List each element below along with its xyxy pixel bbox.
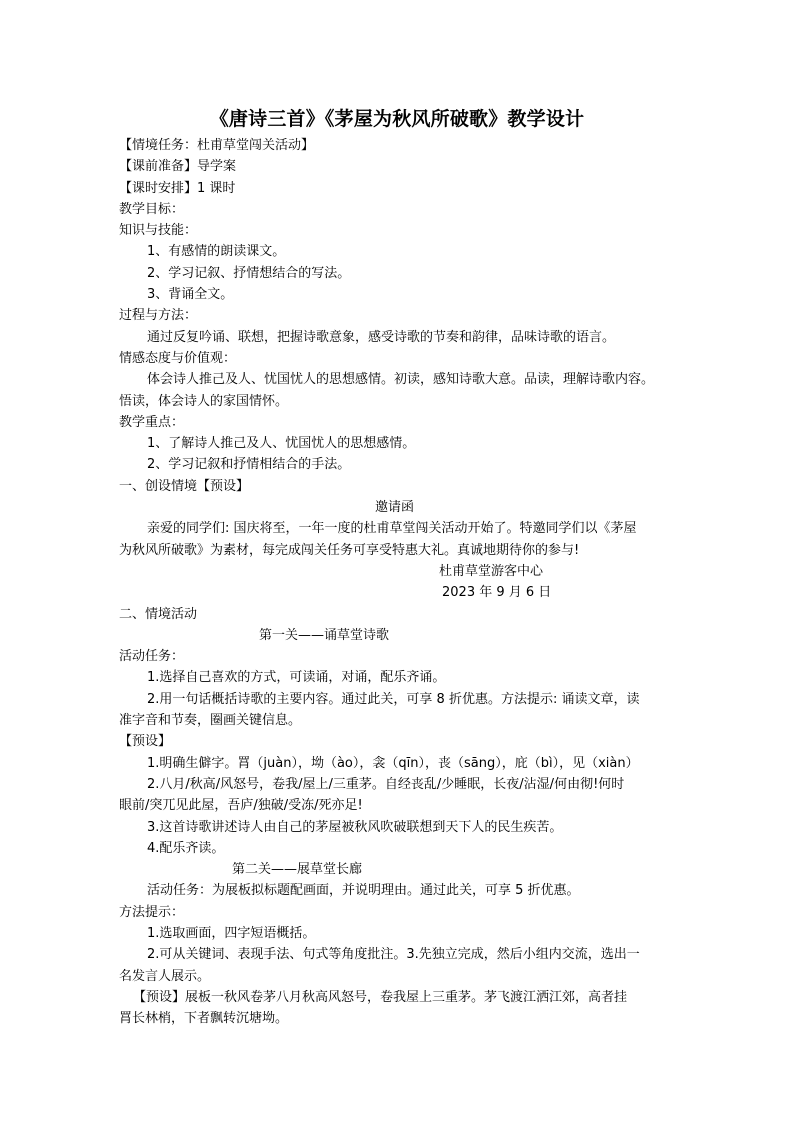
level-two-task: 活动任务：为展板拟标题配画面，并说明理由。通过此关，可享 5 折优惠。 [147, 883, 580, 899]
activity-item-cont: 准字音和节奏，圈画关键信息。 [119, 713, 302, 729]
invitation-title: 邀请函 [375, 500, 415, 516]
preset-item: 3.这首诗歌讲述诗人由自己的茅屋被秋风吹破联想到天下人的民生疾苦。 [147, 819, 563, 835]
attitude-values-text-cont: 悟读，体会诗人的家国情怀。 [119, 393, 289, 409]
focus-item: 2、学习记叙和抒情相结合的手法。 [147, 457, 351, 473]
activity-task-heading: 活动任务： [119, 649, 185, 665]
method-tip-item-cont: 名发言人展示。 [119, 968, 211, 984]
preset-display-text: 【预设】展板一秋风卷茅八月秋高风怒号，卷我屋上三重茅。茅飞渡江洒江郊，高者挂 [133, 989, 628, 1005]
method-tip-item: 2.可从关键词、表现手法、句式等角度批注。3.先独立完成，然后小组内交流，选出一 [147, 947, 640, 963]
process-method-heading: 过程与方法： [119, 308, 198, 324]
preset-display-text-cont: 罥长林梢，下者飘转沉塘坳。 [119, 1011, 289, 1027]
preset-item: 1.明确生僻字。罥（juàn），坳（ào），衾（qīn），丧（sāng），庇（bì），见（xiàn） [147, 755, 639, 771]
preset-heading: 【预设】 [119, 734, 172, 750]
process-method-text: 通过反复吟诵、联想，把握诗歌意象，感受诗歌的节奏和韵律，品味诗歌的语言。 [147, 329, 616, 345]
knowledge-skills-heading: 知识与技能： [119, 223, 198, 239]
teaching-goals-heading: 教学目标： [119, 201, 185, 217]
preset-item: 2.八月/秋高/风怒号，卷我/屋上/三重茅。自经丧乱/少睡眠，长夜/沾湿/何由彻!何时 [147, 776, 625, 792]
focus-item: 1、了解诗人推己及人、忧国忧人的思想感情。 [147, 436, 416, 452]
goal-item: 2、学习记叙、抒情想结合的写法。 [147, 265, 351, 281]
activity-item: 1.选择自己喜欢的方式，可读诵，对诵，配乐齐诵。 [147, 670, 446, 686]
document-title: 《唐诗三首》《茅屋为秋风所破歌》教学设计 [209, 108, 585, 130]
teaching-focus-heading: 教学重点： [119, 414, 185, 430]
level-two-heading: 第二关——展草堂长廊 [232, 862, 363, 878]
level-one-heading: 第一关——诵草堂诗歌 [259, 627, 390, 643]
method-tip-item: 1.选取画面，四字短语概括。 [147, 925, 316, 941]
invitation-text-cont: 为秋风所破歌》为素材，每完成闯关任务可享受特惠大礼。真诚地期待你的参与! [119, 542, 580, 558]
method-tips-heading: 方法提示： [119, 904, 185, 920]
goal-item: 3、背诵全文。 [147, 287, 234, 303]
invitation-signature: 杜甫草堂游客中心 [439, 563, 544, 579]
situation-task-line: 【情境任务：杜甫草堂闯关活动】 [119, 138, 315, 153]
attitude-values-heading: 情感态度与价值观： [119, 350, 237, 366]
goal-item: 1、有感情的朗读课文。 [147, 244, 286, 260]
invitation-date: 2023 年 9 月 6 日 [442, 585, 552, 601]
preparation-line: 【课前准备】导学案 [119, 159, 237, 175]
section-one-heading: 一、创设情境【预设】 [119, 478, 250, 494]
attitude-values-text: 体会诗人推己及人、忧国忧人的思想感情。初读，感知诗歌大意。品读，理解诗歌内容。 [147, 372, 655, 388]
activity-item: 2.用一句话概括诗歌的主要内容。通过此关，可享 8 折优惠。方法提示: 诵读文章，读 [147, 691, 640, 707]
invitation-text: 亲爱的同学们: 国庆将至，一年一度的杜甫草堂闯关活动开始了。特邀同学们以《茅屋 [147, 521, 637, 537]
preset-item: 4.配乐齐读。 [147, 840, 225, 856]
class-hours-line: 【课时安排】1 课时 [119, 180, 236, 196]
document-body [119, 135, 677, 1029]
section-two-heading: 二、情境活动 [119, 606, 198, 622]
preset-item-cont: 眼前/突兀见此屋，吾庐/独破/受冻/死亦足! [119, 798, 363, 814]
